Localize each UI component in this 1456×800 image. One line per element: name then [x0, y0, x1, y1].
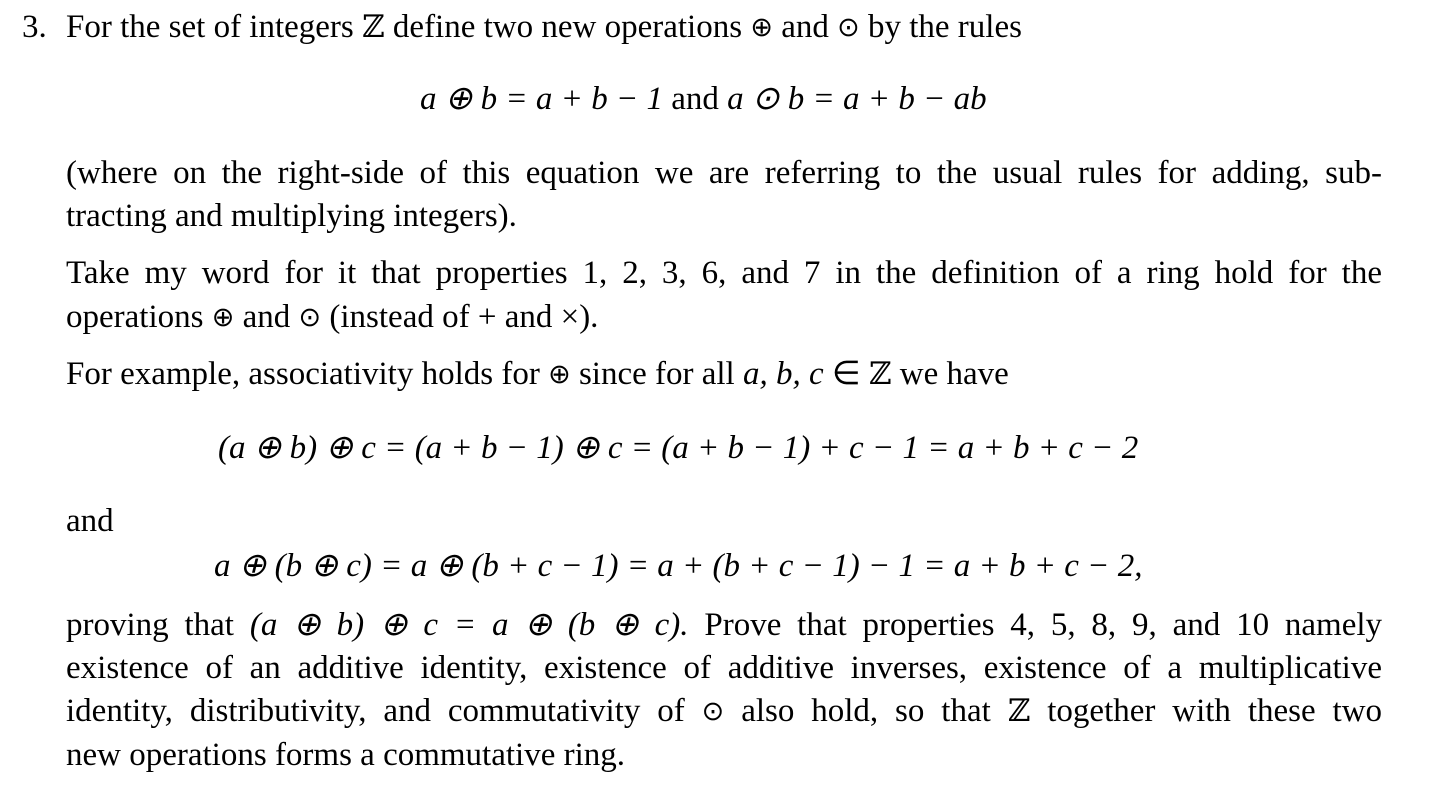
p2-text-2: and	[242, 299, 291, 335]
integers-symbol: ℤ	[868, 356, 892, 392]
p4-text-5: together with these two	[1047, 693, 1383, 729]
intro-text-4: by the rules	[867, 9, 1022, 45]
p4-text-3: identity, distributivity, and commutativity of	[66, 693, 685, 729]
p4-text-1: proving that	[66, 607, 234, 643]
odot-symbol: ⊙	[298, 302, 322, 333]
paragraph-3-line-1	[66, 354, 1382, 396]
paragraph-2-line-1: Take my word for it that properties 1, 2, 3, 6, and 7 in the definition of a ring hold for the	[66, 255, 1382, 291]
odot-symbol: ⊙	[837, 12, 860, 43]
paragraph-4-line-4: new operations forms a commutative ring.	[66, 737, 626, 773]
integers-symbol: ℤ	[362, 9, 385, 45]
odot-definition: a ⊙ b = a + b − ab	[727, 81, 987, 117]
p4-text-4: also hold, so that	[741, 693, 991, 729]
intro-text-3: and	[781, 9, 829, 45]
odot-symbol: ⊙	[701, 696, 725, 727]
p3-text-2: since for all	[578, 356, 735, 392]
paragraph-4-line-3	[66, 691, 1382, 733]
associativity-equation-1: (a ⊕ b) ⊕ c = (a + b − 1) ⊕ c = (a + b − 1) + c − 1 = a + b + c − 2	[218, 430, 1139, 466]
oplus-symbol: ⊕	[211, 302, 235, 333]
paragraph-2-line-2	[66, 297, 1382, 339]
integers-symbol: ℤ	[1007, 693, 1031, 729]
definition-equation	[420, 79, 987, 119]
oplus-definition: a ⊕ b = a + b − 1	[420, 81, 663, 117]
intro-text-1: For the set of integers	[66, 9, 354, 45]
associativity-equation-2: a ⊕ (b ⊕ c) = a ⊕ (b + c − 1) = a + (b + c − 1) − 1 = a + b + c − 2,	[214, 548, 1143, 584]
and-word: and	[66, 503, 114, 539]
intro-line	[66, 7, 1382, 49]
p4-text-2: Prove that properties 4, 5, 8, 9, and 10 namely	[704, 607, 1383, 643]
oplus-symbol: ⊕	[750, 12, 773, 43]
intro-text-2: define two new operations	[392, 9, 743, 45]
problem-number: 3.	[22, 9, 47, 45]
p4-math: (a ⊕ b) ⊕ c = a ⊕ (b ⊕ c).	[249, 607, 689, 643]
p2-text-3: (instead of + and ×).	[329, 299, 599, 335]
paragraph-1-line-1: (where on the right-side of this equation we are referring to the usual rules for adding, sub-	[66, 155, 1382, 191]
p3-text-3: we have	[899, 356, 1009, 392]
paragraph-4-line-2: existence of an additive identity, existence of additive inverses, existence of a multiplicative	[66, 650, 1382, 686]
p2-text-1: operations	[66, 299, 204, 335]
paragraph-4-line-1	[66, 605, 1382, 645]
element-of-symbol: ∈	[831, 356, 861, 392]
definition-and: and	[671, 81, 719, 117]
paragraph-1-line-2: tracting and multiplying integers).	[66, 198, 517, 234]
oplus-symbol: ⊕	[548, 359, 571, 390]
p3-variables: a, b, c	[742, 356, 824, 392]
p3-text-1: For example, associativity holds for	[66, 356, 540, 392]
